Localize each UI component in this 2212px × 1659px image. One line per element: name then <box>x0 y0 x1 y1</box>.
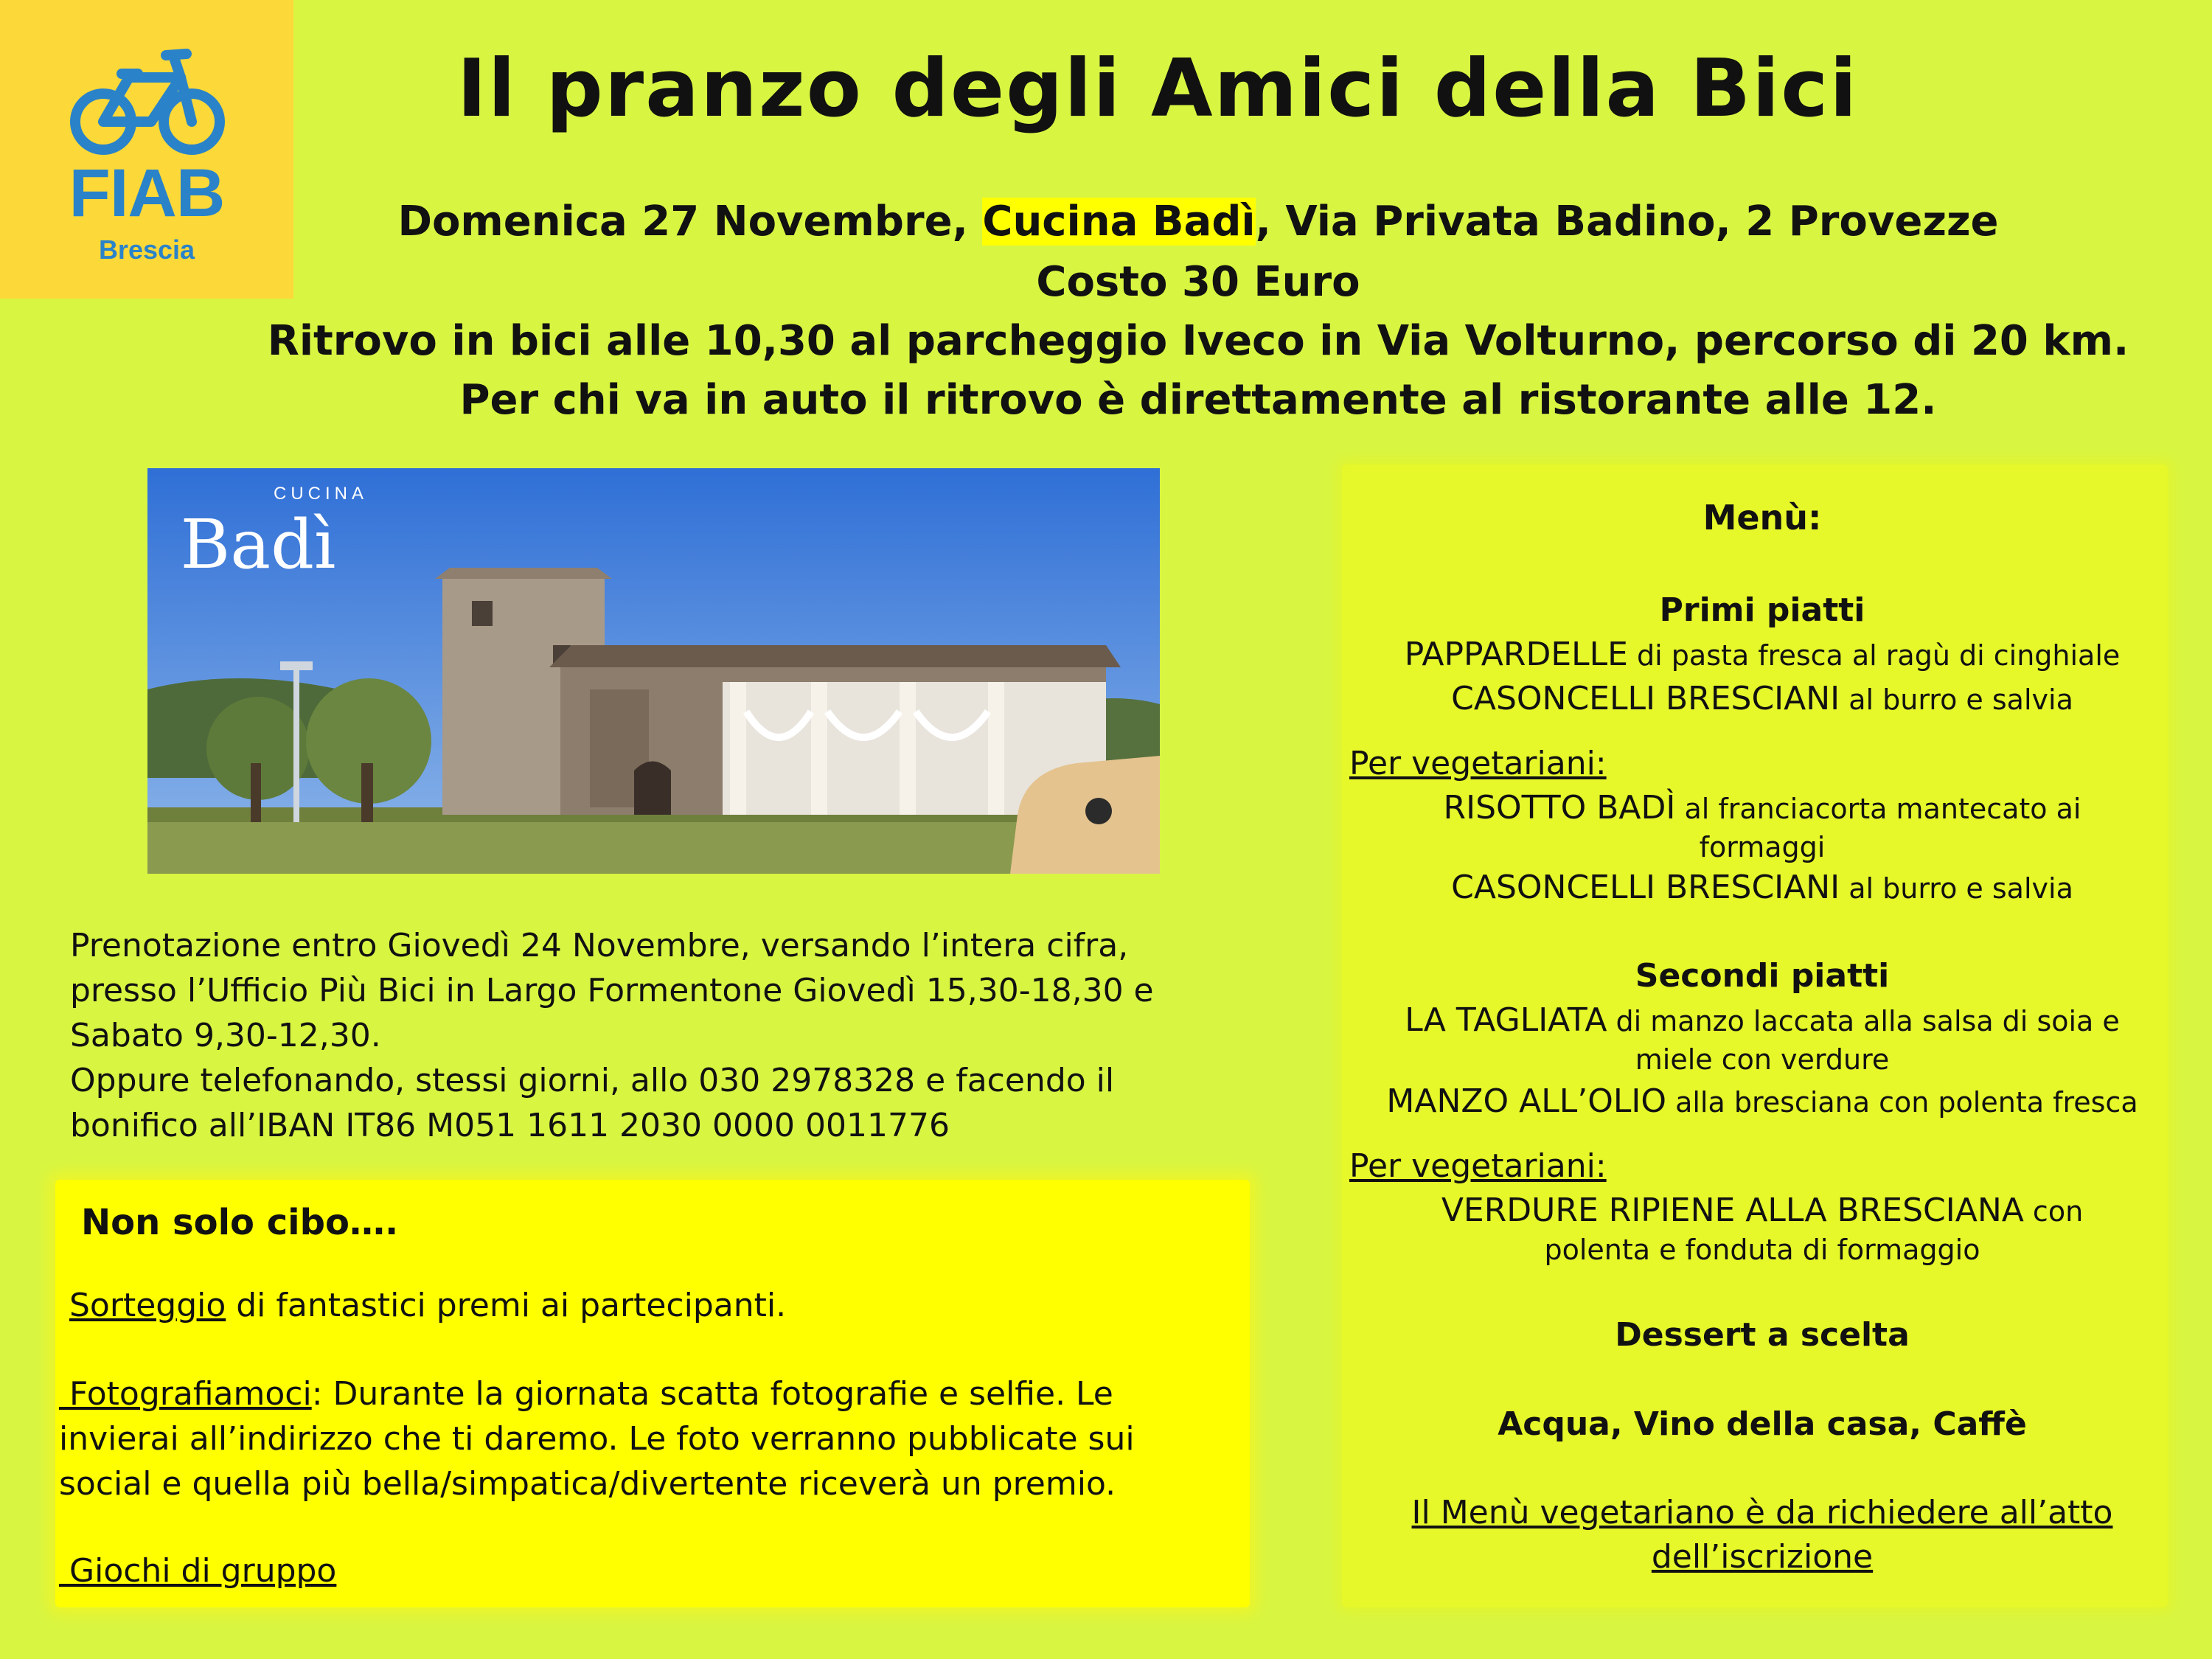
primi-heading: Primi piatti <box>1659 591 1865 629</box>
booking-info <box>70 923 1250 1148</box>
restaurant-name: Cucina Badì <box>982 198 1256 246</box>
menu-item-desc: miele con verdure <box>1635 1043 1890 1076</box>
extras-title: Non solo cibo…. <box>81 1202 399 1243</box>
date-text: Domenica 27 Novembre, <box>397 198 983 246</box>
veg-label: Per vegetariani: <box>1349 1147 1607 1185</box>
bike-meeting-info: Ritrovo in bici alle 10,30 al parcheggio Iveco in Via Volturno, percorso di 20 km. <box>267 317 2129 365</box>
booking-line: Sabato 9,30-12,30. <box>70 1017 381 1054</box>
menu-item: MANZO ALL’OLIO alla bresciana con polenta fresca <box>1386 1082 2138 1120</box>
menu-box <box>1342 465 2168 1607</box>
booking-line: Prenotazione entro Giovedì 24 Novembre, versando l’intera cifra, <box>70 927 1129 964</box>
car-meeting-info: Per chi va in auto il ritrovo è direttamente al ristorante alle 12. <box>459 376 1937 424</box>
menu-item: CASONCELLI BRESCIANI al burro e salvia <box>1451 680 2073 717</box>
giochi-label: Giochi di gruppo <box>69 1552 337 1590</box>
bicycle-icon <box>70 41 225 159</box>
veg-label: Per vegetariani: <box>1349 745 1607 782</box>
foto-text-2: invierai all’indirizzo che ti daremo. Le foto verranno pubblicate sui <box>59 1420 1135 1458</box>
menu-item: VERDURE RIPIENE ALLA BRESCIANA con <box>1441 1192 2084 1229</box>
extras-box <box>55 1180 1250 1607</box>
sorteggio-label: Sorteggio <box>69 1287 226 1324</box>
veg-note: Il Menù vegetariano è da richiedere all’atto <box>1411 1494 2113 1531</box>
logo-brand: FIAB <box>69 156 225 231</box>
event-cost: Costo 30 Euro <box>1036 258 1360 306</box>
menu-item: RISOTTO BADÌ al franciacorta mantecato ai <box>1443 789 2081 827</box>
giochi-text <box>59 1548 1239 1593</box>
foto-text-3: social e quella più bella/simpatica/divertente riceverà un premio. <box>59 1465 1116 1503</box>
dessert-text: Dessert a scelta <box>1615 1316 1910 1354</box>
event-date-location <box>206 198 2190 246</box>
foto-label: Fotografiamoci <box>69 1375 312 1413</box>
booking-line: Oppure telefonando, stessi giorni, allo 030 2978328 e facendo il <box>70 1062 1115 1099</box>
foto-text: Fotografiamoci: Durante la giornata scatta fotografie e selfie. Le <box>59 1371 1239 1416</box>
booking-line: presso l’Ufficio Più Bici in Largo Formentone Giovedì 15,30-18,30 e <box>70 972 1154 1009</box>
veg-note-2: dell’iscrizione <box>1651 1538 1874 1576</box>
drinks-text: Acqua, Vino della casa, Caffè <box>1498 1405 2027 1443</box>
booking-line: bonifico all’IBAN IT86 M051 1611 2030 0000 0011776 <box>70 1107 950 1144</box>
menu-title: Menù: <box>1703 498 1822 538</box>
photo-brand-small: CUCINA <box>273 484 369 504</box>
address-text: , Via Privata Badino, 2 Provezze <box>1255 198 1999 246</box>
menu-item-desc: polenta e fonduta di formaggio <box>1544 1234 1980 1266</box>
logo-city: Brescia <box>98 234 195 265</box>
sorteggio-text: Sorteggio di fantastici premi ai partecipanti. <box>69 1287 787 1324</box>
menu-item: PAPPARDELLE di pasta fresca al ragù di cinghiale <box>1404 636 2121 673</box>
photo-brand: Badì <box>180 505 336 584</box>
menu-item: CASONCELLI BRESCIANI al burro e salvia <box>1451 869 2073 906</box>
menu-item-desc: formaggi <box>1699 831 1826 863</box>
menu-item: LA TAGLIATA di manzo laccata alla salsa di soia e <box>1405 1001 2120 1039</box>
restaurant-photo <box>147 468 1160 874</box>
page-title: Il pranzo degli Amici della Bici <box>456 43 1859 135</box>
secondi-heading: Secondi piatti <box>1635 957 1890 995</box>
fiab-logo <box>0 0 293 299</box>
